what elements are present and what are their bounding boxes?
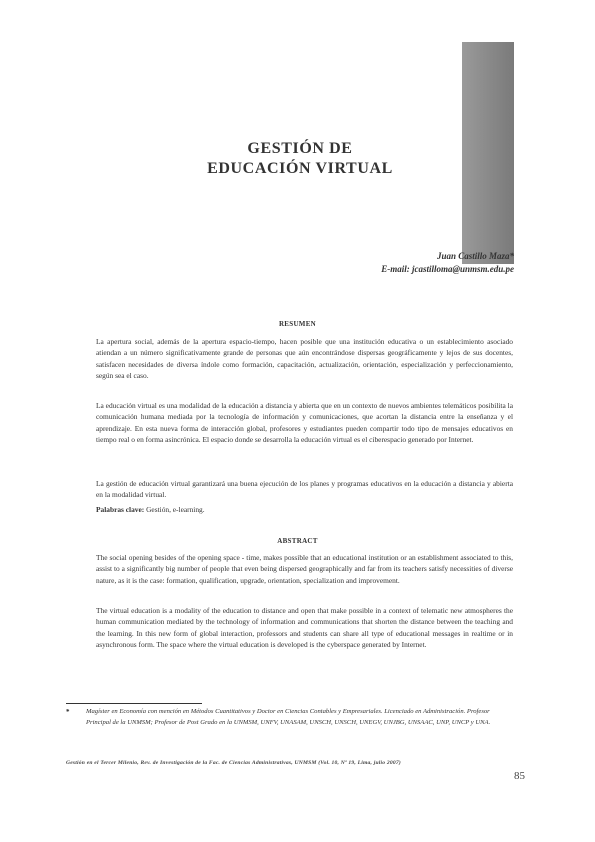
footnote-text: Magíster en Economía con mención en Métodos Cuantitativos y Doctor en Ciencias Contables y Empresariales. Licenciado en Administración. Profesor Principal de la UNMSM; Profesor de Post Grado en la UNMSM, UNFV, UNASAM, UNSCH, UNSCH, UNEGV, UNJBG, UNSAAC, UNP, UNCP y UNA. bbox=[86, 708, 491, 726]
resumen-heading: RESUMEN bbox=[278, 320, 317, 328]
keywords-label: Palabras clave: bbox=[96, 505, 145, 514]
footnote-mark: * bbox=[66, 708, 70, 716]
abstract-heading: ABSTRACT bbox=[277, 537, 318, 545]
keywords-value: Gestión, e-learning. bbox=[146, 505, 205, 514]
author-email: E-mail: jcastilloma@unmsm.edu.pe bbox=[381, 264, 514, 274]
resumen-paragraph-3: La gestión de educación virtual garantizará una buena ejecución de los planes y programas educativos en la educación a distancia y abierta en la modalidad virtual. bbox=[96, 479, 513, 500]
resumen-paragraph-2: La educación virtual es una modalidad de la educación a distancia y abierta que en un contexto de nuevos ambientes telemáticos posibilita la comunicación humana mediada por la tecnología de información y comunicaciones, que acortan la distancia entre la enseñanza y el aprendizaje. En esta nueva forma de interacción global, profesores y estudiantes pueden compartir todo tipo de mensajes educativos en tiempo real o en forma asincrónica. El espacio donde se desarrolla la educación virtual es el ciberespacio generado por Internet. bbox=[96, 401, 513, 444]
decorative-side-bar bbox=[462, 42, 514, 264]
author-name: Juan Castillo Maza* bbox=[436, 251, 514, 261]
page-number: 85 bbox=[514, 770, 525, 782]
article-title bbox=[160, 139, 440, 179]
title-line-2: EDUCACIÓN VIRTUAL bbox=[207, 160, 393, 177]
keywords bbox=[96, 505, 205, 514]
running-footer: Gestión en el Tercer Milenio, Rev. de Investigación de la Fac. de Ciencias Administrativas, UNMSM (Vol. 10, Nº 19, Lima, julio 2007) bbox=[66, 760, 401, 766]
author-block bbox=[381, 250, 514, 276]
abstract-paragraph-2: The virtual education is a modality of the education to distance and open that make possible in a context of telematic new atmospheres the human communication mediated by the technology of information and communications that shorten the distance between the teaching and the learning. In this new form of global interaction, professors and students can share all type of educational messages in realtime or in asynchronous form. The space where the virtual education is developed is the cyberspace generated by Internet. bbox=[96, 606, 513, 649]
resumen-paragraph-1: La apertura social, además de la apertura espacio-tiempo, hacen posible que una institución educativa o un establecimiento asociado atiendan a un número significativamente grande de personas que aún encontrándose dispersas geográficamente y lejos de sus docentes, satisfacen necesidades de diversa índole como formación, capacitación, actualización, orientación, especialización y perfeccionamiento, según sea el caso. bbox=[96, 337, 513, 380]
footnote-divider bbox=[66, 703, 202, 704]
title-line-1: GESTIÓN DE bbox=[247, 140, 353, 157]
abstract-paragraph-1: The social opening besides of the opening space - time, makes possible that an educational institution or an establishment associated to this, assist to a significantly big number of people that even being dispersed geographically and far from its teachers satisfy necessities of diverse nature, as it is the case: formation, qualification, upgrade, orientation, specialization and improvement. bbox=[96, 553, 513, 585]
